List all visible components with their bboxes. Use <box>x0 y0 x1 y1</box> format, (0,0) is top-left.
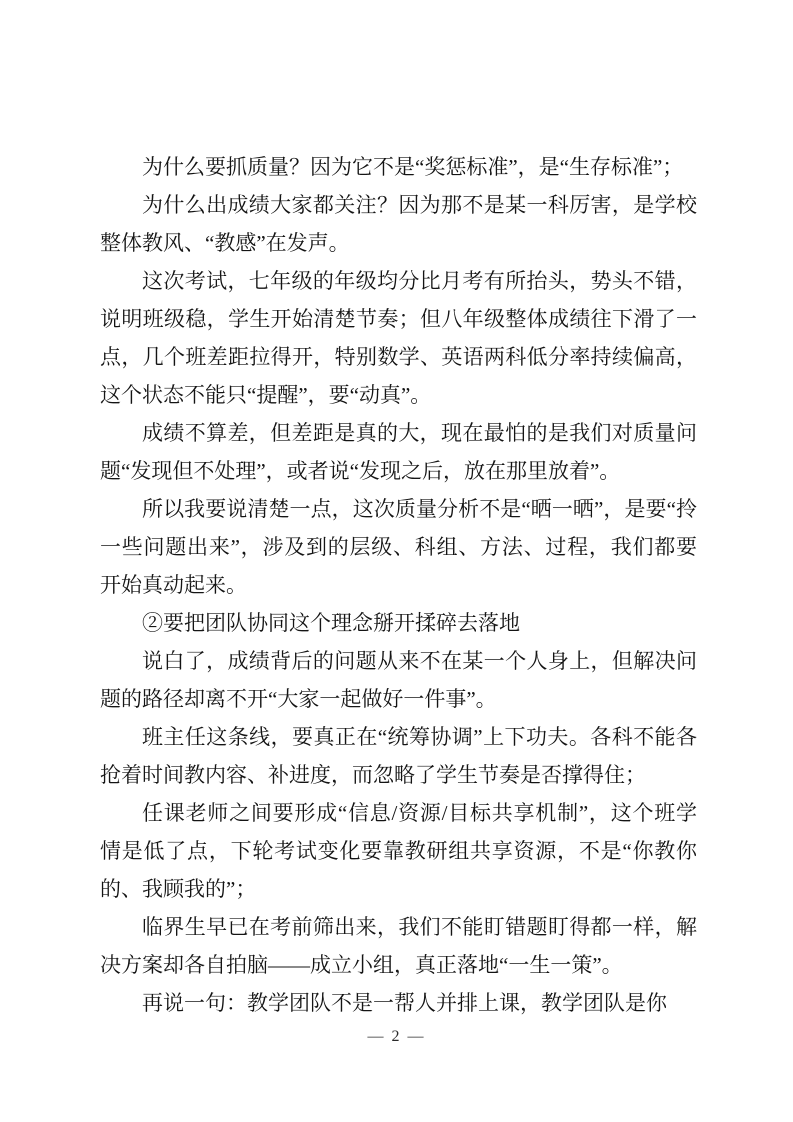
paragraph: 这次考试，七年级的年级均分比月考有所抬头，势头不错，说明班级稳，学生开始清楚节奏；但八年级整体成绩往下滑了一点，几个班差距拉得开，特别数学、英语两科低分率持续偏高，这个状态不能只“提醒”，要“动真”。 <box>100 269 697 407</box>
paragraph: 为什么出成绩大家都关注？因为那不是某一科厉害，是学校整体教风、“教感”在发声。 <box>100 193 697 255</box>
page-number: — 2 — <box>367 1028 426 1045</box>
document-body <box>100 148 697 1022</box>
paragraph: 再说一句：教学团队不是一帮人并排上课，教学团队是你 <box>142 991 667 1015</box>
paragraph: 班主任这条线，要真正在“统筹协调”上下功夫。各科不能各抢着时间教内容、补进度，而忽略了学生节奏是否撑得住； <box>100 725 697 787</box>
paragraph: 临界生早已在考前筛出来，我们不能盯错题盯得都一样，解决方案却各自拍脑——成立小组，真正落地“一生一策”。 <box>100 915 697 977</box>
paragraph: 说白了，成绩背后的问题从来不在某一个人身上，但解决问题的路径却离不开“大家一起做好一件事”。 <box>100 649 697 711</box>
paragraph: 所以我要说清楚一点，这次质量分析不是“晒一晒”，是要“拎一些问题出来”，涉及到的层级、科组、方法、过程，我们都要开始真动起来。 <box>100 497 697 597</box>
paragraph: 成绩不算差，但差距是真的大，现在最怕的是我们对质量问题“发现但不处理”，或者说“发现之后，放在那里放着”。 <box>100 421 697 483</box>
page-footer <box>0 1028 793 1046</box>
section-heading: ②要把团队协同这个理念掰开揉碎去落地 <box>142 611 520 635</box>
paragraph: 为什么要抓质量？因为它不是“奖惩标准”，是“生存标准”； <box>142 155 684 179</box>
paragraph: 任课老师之间要形成“信息/资源/目标共享机制”，这个班学情是低了点，下轮考试变化要靠教研组共享资源，不是“你教你的、我顾我的”； <box>100 801 697 901</box>
